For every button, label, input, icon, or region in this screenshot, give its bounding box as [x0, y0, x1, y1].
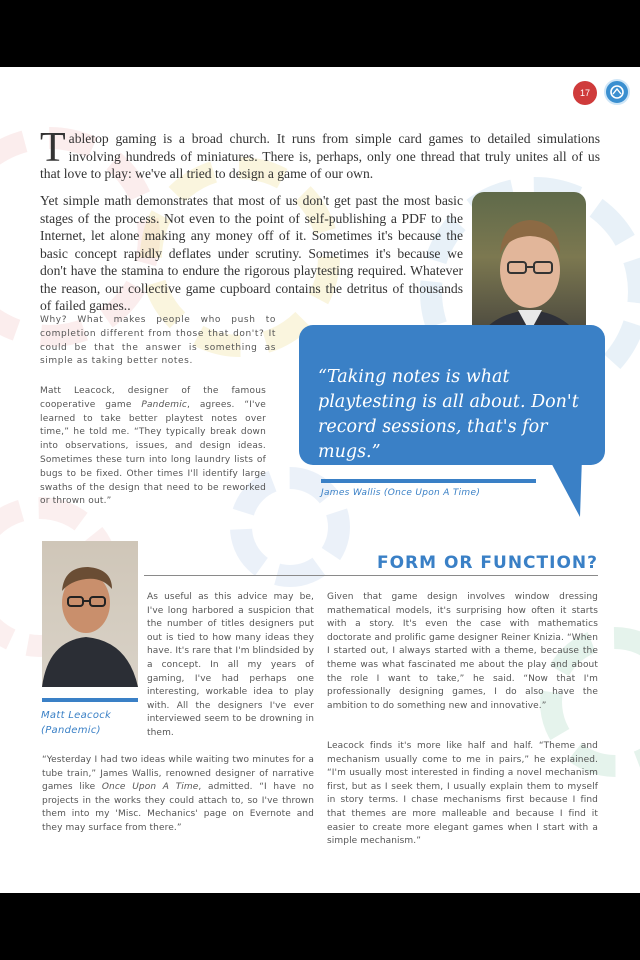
caption-rule	[42, 698, 138, 702]
caption-name: Matt Leacock	[41, 710, 112, 721]
section-heading: FORM OR FUNCTION?	[376, 553, 598, 573]
intro-text: abletop gaming is a broad church. It runs from simple card games to detailed simulations involving hundreds of miniatures. There is, perhaps, only one thread that truly unites all of us that love to play: we've all tried to design a game of our own.	[40, 131, 600, 181]
page-number-badge: 17	[573, 81, 597, 105]
column-b-second-paragraph: Leacock finds it's more like half and half. “Theme and mechanism usually come to me in pairs,” he explained. “I'm usually most interested in finding a novel mechanism first, but as I seek them, I usually explain them to myself in story terms. I chase mechanisms first because I find that themes are more malleable and because I find it easier to create more elegant games when I start with a simple mechanism.”	[327, 741, 598, 847]
quote-attribution: James Wallis (Once Upon A Time)	[321, 488, 481, 498]
caption-game: (Pandemic)	[41, 725, 101, 736]
section-rule	[144, 575, 598, 576]
column-a-second-paragraph	[42, 754, 314, 836]
column-a-paragraph: As useful as this advice may be, I've long harbored a suspicion that the number of titles designers put out is tied to how many ideas they have. It's rare that I'm blindsided by a concept. In all my years of gaming, I've had perhaps one interesting, workable idea to play with. All the designers I've ever interviewed seem to be drowning in them.	[147, 592, 315, 738]
body-paragraph: Yet simple math demonstrates that most of us don't get past the most basic stages of the process. Not even to the point of self-publishing a PDF to the Internet, let alone making any money off of it. Sometimes it's because the basic concept rapidly deflates under scrutiny. Sometimes it's because we don't have the stamina to endure the rigorous playtesting required. Whatever the reason, our collective game cupboard contains the detritus of thousands of failed games..	[40, 193, 463, 313]
intro-paragraph	[40, 125, 600, 183]
magazine-logo-icon[interactable]	[604, 79, 630, 105]
quote-rule	[321, 479, 536, 483]
matt-text-post: , agrees. “I've learned to take better playtest notes over time,” he told me. “They typically break down into observations, issues, and design ideas. Sometimes these turn into long laundry lists of bugs to be fixed. Other times I'll identify large swaths of the design that need to be reworked or thrown out.”	[40, 399, 266, 507]
matt-leacock-caption	[41, 708, 141, 738]
speech-bubble-tail	[548, 457, 588, 517]
dropcap: T	[40, 125, 66, 171]
game-title: Pandemic	[141, 399, 188, 410]
pull-quote-text: “Taking notes is what playtesting is all about. Don't record sessions, that's for mugs.”	[318, 367, 579, 462]
magazine-page	[0, 67, 640, 893]
question-paragraph: Why? What makes people who push to completion different from those that don't? It could be that the answer is something as simple as taking better notes.	[40, 315, 276, 367]
column-b-paragraph: Given that game design involves window dressing mathematical models, it's surprising how often it starts with a story. It's even the case with mathematics doctorate and prolific game designer Reiner Knizia. “When I started out, I always started with a theme, because the theme was what fascinated me about the play and about the role I want to take,” he said. “Now that I'm professionally designing games, I do also have the ambition to do something new and innovative.”	[327, 592, 598, 711]
col-a2-post: , admitted. “I have no projects in the works they could attach to, so I've thrown them into my 'Misc. Mechanics' page on Evernote and they may surface from there.”	[42, 782, 314, 833]
matt-text-pre: Matt Leacock, designer of the famous cooperative game	[40, 386, 266, 410]
matt-leacock-paragraph	[40, 385, 266, 509]
matt-leacock-photo	[42, 541, 138, 687]
game-title: Once Upon A Time	[101, 782, 199, 793]
col-a2-pre: “Yesterday I had two ideas while waiting two minutes for a tube train,” James Wallis, renowned designer of narrative games like	[42, 755, 314, 793]
